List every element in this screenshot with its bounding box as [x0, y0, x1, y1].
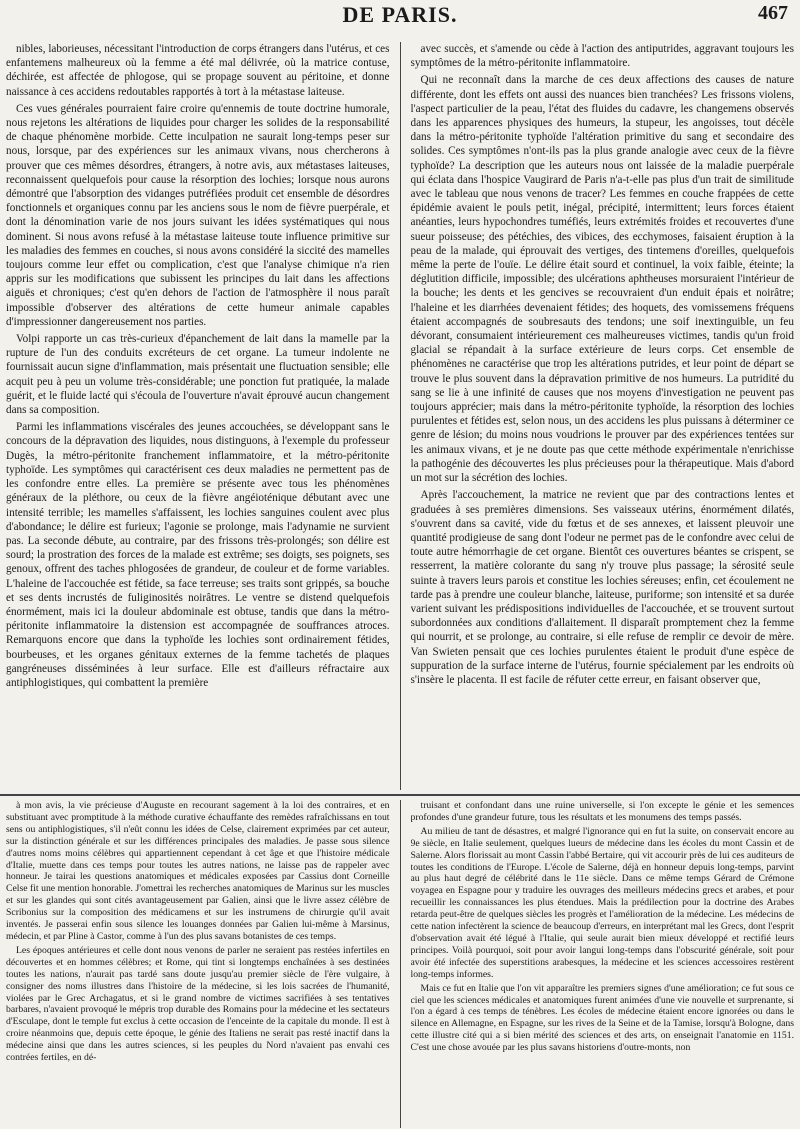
article-paragraph: Qui ne reconnaît dans la marche de ces deux affections des causes de nature différente, dont les effets ont aussi des nuances bien tranchées? Les frissons violens, l'aspect particulier de la peau, l'état des fluides du cadavre, les changemens observés dans les apparences physiques des humeurs, la stupeur, les angoisses, tout décèle dans la métro-péritonite typhoïde l'altération primitive du sang et secondaire des solides. Ces symptômes n'ont-ils pas la plus grande analogie avec ceux de la fièvre typhoïde? La description que les auteurs nous ont laissée de la maladie puerpérale qui éclata dans l'hospice Vaugirard de Paris n'a-t-elle pas plus d'un trait de similitude avec le tableau que nous venons de tracer? Les femmes en couche frappées de cette épidémie avaient le pouls petit, inégal, précipité, intermittent; leurs forces étaient anéanties, leurs hypochondres tuméfiés, leurs extrémités froides et recouvertes d'une sueur poisseuse; des pétéchies, des vibices, des ecchymoses, faisaient éruption à la peau de la malade, qui éprouvait des vertiges, des tintemens d'oreilles, quelquefois même la perte de l'ouïe. Le délire était sourd et continuel, la voix faible, éteinte; la déglutition difficile, impossible; des ulcérations aphtheuses morsuraient l'intérieur de la bouche; les dents et les gencives se recouvraient d'un enduit épais et noirâtre; l'haleine et les diarrhées devenaient fétides; des hoquets, des vomissemens fréquens étaient accompagnés de soubresauts des tendons; une soif inextinguible, un feu dévorant, consumaient intérieurement ces malheureuses victimes, tandis qu'un froid glacial se répandait à la surface extérieure de leurs corps. Cet ensemble de phénomènes ne caractérise que trop les altérations putrides, et leur point de départ se trouve le plus souvent dans la dépravation primitive de nos humeurs. La putridité du sang se lie à une infinité de causes que nos moyens d'investigation ne peuvent pas toujours apprécier; mais dans la métro-péritonite typhoïde, la résorption des lochies purulentes et fétides est, selon nous, un des accidens les plus puissans à déterminer ce genre de lésion; du moins nous voudrions le prouver par des expériences tentées sur les animaux vivans, et je ne doute pas que cette méthode expérimentale n'enrichisse la pathogénie des découvertes les plus précieuses pour la thérapeutique. Mais d'abord un mot sur la sécrétion des lochies. — [410, 74, 794, 485]
feuilleton — [6, 800, 794, 1128]
article-paragraph: Parmi les inflammations viscérales des jeunes accouchées, se développant sans le concours de la dépravation des liquides, nous distinguons, à l'exemple du professeur Dugès, la métro-péritonite franchement inflammatoire, et la métro-péritonite typhoïde. Les symptômes qui caractérisent ces deux maladies ne permettent pas de les confondre entre elles. La première se présente avec tous les phénomènes généraux de la pléthore, ou ceux de la fièvre angéioténique débutant avec une intensité terrible; les mamelles s'affaissent, les lochies sanguines coulent avec plus d'abondance; le délire est furieux; l'agonie se prolonge, mais l'adynamie ne survient pas. La seconde débute, au contraire, par des frissons très-prolongés; son délire est sourd; la prostration des forces de la malade est extrême; ses doigts, ses poignets, ses genoux, offrent des taches phlogosées de grandeur, de couleur et de forme variables. L'haleine de l'accouchée est fétide, sa face terreuse; ses traits sont grippés, sa bouche et ses dents incrustés de fuliginosités noirâtres. Le ventre se distend quelquefois énormément, mais ici la douleur abdominale est obtuse, tandis que dans la métro-péritonite inflammatoire la distension est accompagnée de souffrances atroces. Remarquons encore que dans la typhoïde les lochies sont ordinairement fétides, bourbeuses, et les organes génitaux externes de la femme tachetés de plaques gangréneuses disséminées à leur surface. Elle est d'ailleurs réfractaire aux antiphlogistiques, qui combattent la première — [6, 421, 390, 689]
column-divider — [400, 42, 401, 790]
feuilleton-column-right — [411, 800, 795, 1128]
article-paragraph: Ces vues générales pourraient faire croire qu'ennemis de toute doctrine humorale, nous rejetons les altérations de liquides pour charger les solides de la responsabilité de chaque phénomène morbide. Cette inculpation ne saurait long-temps peser sur nous, lorsque, par des expériences sur les animaux vivans, nous chercherons à prouver que ces mêmes désordres, étrangers, à notre avis, aux métastases laiteuses, reconnaissent quelquefois pour cause la résorption des lochies; lorsque nous aurons démontré que l'absorption des vidanges putréfiées produit cet ensemble de désordres fonctionnels et organiques connu par les anciens sous le nom de fièvre puerpérale, et dont la dénomination varie de nos jours suivant les idées systématiques qui nous dominent. Si nous avons refusé à la métastase laiteuse toute influence primitive sur les maladies des femmes en couches, si nous avons considéré la siccité des mamelles toujours comme leur effet ou complication, c'est que l'analyse chimique n'a rien appris sur les modifications que subissent les principes du lait dans les affections aiguës et chroniques; c'est qu'en dehors de l'action de l'atmosphère il nous paraît impossible d'observer des altérations de cette humeur animale capables d'impressionner dangereusement nos parties. — [6, 102, 390, 328]
page-number: 467 — [758, 2, 788, 24]
feuilleton-paragraph: à mon avis, la vie précieuse d'Auguste en recourant sagement à la loi des contraires, et en substituant avec promptitude à la méthode curative échauffante des remèdes rafraîchissans en tout sens ou antiphlogistiques, s'il n'eût connu les idées de Celse, clairement exprimées par cet auteur, sur la distinction générale et sur les différences principales des maladies. Je passe sous silence d'autres noms moins célèbres qui appartiennent cependant à cet âge et que l'histoire médicale d'Italie, muette dans ces temps pour toutes les autres nations, ne laisse pas de rappeler avec honneur. Je tairai les questions anatomiques et médicales exposées par Cassius dont Corneille Celse fit une mention honorable. J'omettrai les recherches anatomiques de Marinus sur les muscles et sur les glandes qui sont cités avantageusement par Galien, ainsi que le livre assez célèbre de Scribonius sur la composition des médicamens et sur les instrumens de chirurgie qu'il avait inventés. Je passerai enfin sous silence les louanges données par Galien lui-même à Marsinus, médecin, et par Pline à Castor, comme à l'un des plus savans botanistes de ces temps. — [6, 800, 390, 942]
article-column-left — [6, 42, 390, 790]
feuilleton-separator — [0, 794, 800, 796]
feuilleton-paragraph: Les époques antérieures et celle dont nous venons de parler ne seraient pas restées infertiles en découvertes et en hommes célèbres; et Rome, qui tint si longtemps enchaînées à ses destinées toutes les nations, n'aurait pas tardé sans doute jusqu'au premier siècle de l'ère vulgaire, à consigner des noms illustres dans l'histoire de la médecine, si les lois sacrées de l'humanité, violées par le Grec Archagatus, et si le grand nombre de victimes sacrifiées à ses tentatives barbares, n'avaient provoqué le mépris trop durable des Romains pour la médecine et les sectateurs d'Esculape, dont le temple fut exclus à cette occasion de l'enceinte de la capitale du monde. Il est à croire néanmoins que, depuis cette époque, le génie des Italiens ne serait pas resté inactif dans la médecine ainsi que dans les autres sciences, si les peuples du Nord n'avaient pas envahi ces contrées fertiles, en dé- — [6, 944, 390, 1064]
article-paragraph: avec succès, et s'amende ou cède à l'action des antiputrides, aggravant toujours les symptômes de la métro-péritonite inflammatoire. — [410, 43, 794, 70]
running-head-title: DE PARIS. — [342, 2, 458, 27]
article-column-right — [411, 42, 795, 790]
article-paragraph: Volpi rapporte un cas très-curieux d'épanchement de lait dans la mamelle par la rupture de l'un des conduits excréteurs de cet organe. La tumeur indolente ne fournissait aucun signe d'inflammation, mais présentait une fluctuation sensible; elle acquit peu à peu un volume très-considérable; une ponction fut pratiquée, la malade guérit, et le fluide lacté qui s'écoula de l'ouverture n'avait éprouvé aucun changement dans sa composition. — [6, 333, 390, 417]
feuilleton-paragraph: truisant et confondant dans une ruine universelle, si l'on excepte le génie et les semences profondes d'une grandeur future, tous les résultats et les monumens des temps passés. — [410, 800, 794, 823]
page-header — [0, 0, 800, 28]
column-divider — [400, 800, 401, 1128]
feuilleton-paragraph: Au milieu de tant de désastres, et malgré l'ignorance qui en fut la suite, on conservait encore au 9e siècle, en Italie seulement, quelques lueurs de médecine dans les écoles du mont Cassin et de Salerne. Alors florissait au mont Cassin l'abbé Bertaire, qui vit accourir près de lui ces auditeurs de toutes les conditions de l'Europe. L'école de Salerne, déjà en honneur depuis long-temps, parvint au plus haut degré de célébrité dans le 11e siècle. Dans ce même temps Gérard de Crémone voyagea en Espagne pour y traduire les ouvrages des meilleurs médecins grecs et arabes, et pour recueillir les connaissances les plus étendues. Mais la prédilection pour la doctrine des Arabes retarda peut-être de quelques siècles les progrès et l'amélioration de la médecine. Les médecins de cette nation infectèrent la science de beaucoup d'erreurs, en interprétant mal les Grecs, dont l'esprit d'observation avait été légué à l'Italie, qui seule aurait bien mieux développé et rectifié leurs principes. Voilà pourquoi, soit pour avoir langui long-temps dans l'obscurité générale, soit pour avoir été infectée des superstitions arabesques, la médecine et les sciences accessoires restèrent long-temps informes. — [410, 825, 794, 980]
article-paragraph: Après l'accouchement, la matrice ne revient que par des contractions lentes et graduées à ses premières dimensions. Ses vaisseaux utérins, énormément dilatés, s'ouvrent dans sa cavité, vide du fœtus et de ses annexes, et laissent pleuvoir une quantité prodigieuse de sang dont l'odeur ne permet pas de le confondre avec celui de toute autre hémorrhagie de cet organe. Bientôt ces ouvertures béantes se crispent, se resserrent, la matière colorante du sang n'y trouve plus passage; la sérosité seule suinte à travers leurs parois et constitue les lochies séreuses; enfin, cet écoulement ne tarde pas à prendre une couleur blanche, laiteuse, puriforme; son intensité et sa durée varient suivant les prédispositions individuelles de l'accouchée, et se trouvent surtout subordonnées aux conditions d'allaitement. Il disparaît promptement chez la femme qui nourrit, et se prolonge, au contraire, si elle refuse de remplir ce devoir de mère. Van Swieten pensait que ces lochies purulentes étaient le produit d'une espèce de suppuration de la surface interne de l'utérus, fournie spécialement par les endroits où s'insère le placenta. Il est facile de réfuter cette erreur, en faisant observer que, — [410, 489, 794, 686]
main-article — [6, 42, 794, 790]
feuilleton-column-left — [6, 800, 390, 1128]
article-paragraph: nibles, laborieuses, nécessitant l'introduction de corps étrangers dans l'utérus, et ces enfantemens malheureux où la femme a été mal délivrée, où la matrice contuse, déchirée, est affectée de phlogose, qui se propage souvent au péritoine, et donne naissance à ces accidens redoutables rapportés à tort à la métastase laiteuse. — [6, 43, 390, 98]
feuilleton-paragraph: Mais ce fut en Italie que l'on vit apparaître les premiers signes d'une amélioration; ce fut sous ce ciel que les sciences médicales et anatomiques furent animées d'une vie nouvelle et surprenante, si l'on a égard à ces temps de ténèbres. Les écoles de médecine étaient encore ignorées ou dans le silence en Allemagne, en Espagne, sur les rives de la Seine et de la Tamise, lorsqu'à Bologne, dans cette illustre cité qui a si bien mérité des sciences et des arts, on enseignait l'anatomie en 1151. C'est une chose avouée par les plus savans historiens d'outre-monts, non — [410, 982, 794, 1054]
